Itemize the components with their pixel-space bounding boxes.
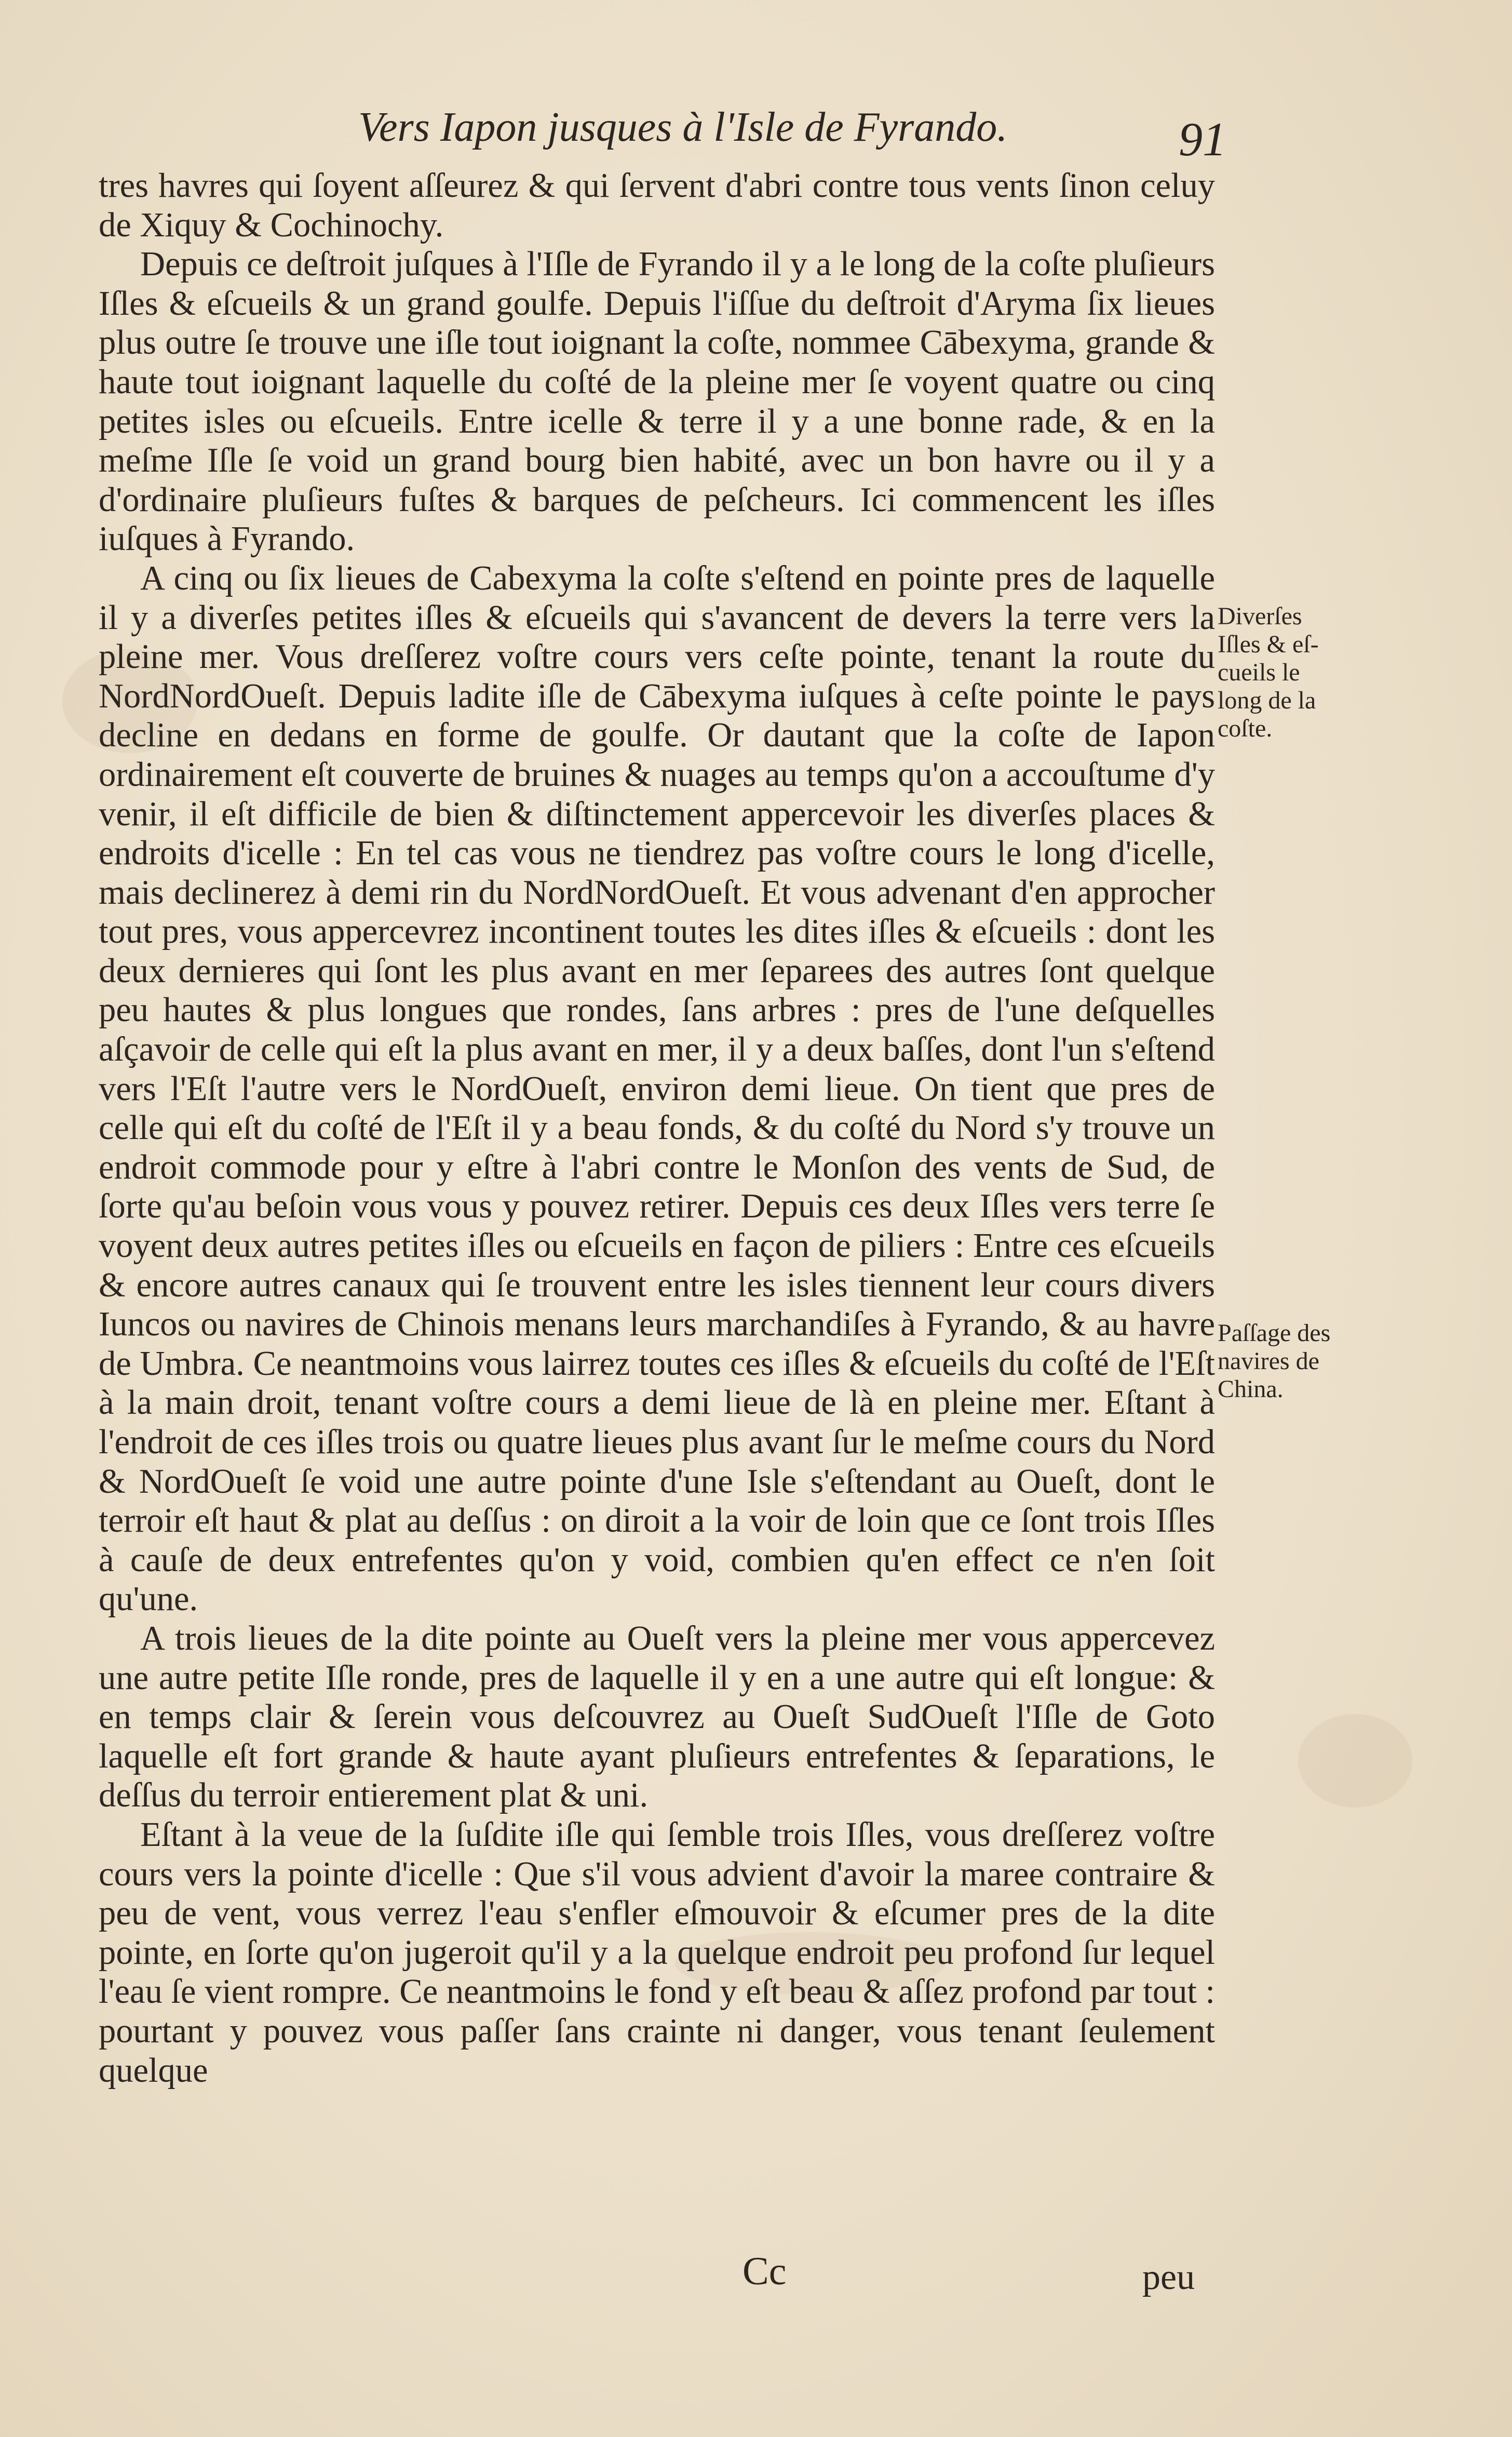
margin-note-line: navires de (1218, 1347, 1319, 1375)
margin-note (1218, 1319, 1358, 1403)
margin-note-line: Iſles & eſ- (1218, 631, 1319, 658)
running-title: Vers Iapon jusques à l'Isle de Fyrando. (358, 104, 1008, 150)
paragraph: Depuis ce deſtroit juſques à l'Iſle de Fyrando il y a le long de la coſte pluſieurs Iſles & eſcueils & un grand goulfe. Depuis l'iſſue du deſtroit d'Aryma ſix lieues plus outre ſe trouve une iſle tout ioignant la coſte, nommee Cābexyma, grande & haute tout ioignant laquelle du coſté de la pleine mer ſe voyent quatre ou cinq petites isles ou eſcueils. Entre icelle & terre il y a une bonne rade, & en la meſme Iſle ſe void un grand bourg bien habité, avec un bon havre ou il y a d'ordinaire pluſieurs fuſtes & barques de peſcheurs. Ici commencent les iſles iuſques à Fyrando. (99, 245, 1215, 558)
main-text (99, 166, 1215, 2090)
paragraph: A trois lieues de la dite pointe au Oueſt vers la pleine mer vous appercevez une autre petite Iſle ronde, pres de laquelle il y en a une autre qui eſt longue: & en temps clair & ſerein vous deſcouvrez au Oueſt SudOueſt l'Iſle de Goto laquelle eſt fort grande & haute ayant pluſieurs entrefentes & ſeparations, le deſſus du terroir entierement plat & uni. (99, 1619, 1215, 1815)
margin-note-line: China. (1218, 1375, 1284, 1403)
margin-note-line: Diverſes (1218, 602, 1302, 630)
page-number: 91 (1179, 113, 1226, 166)
paper-stain (1298, 1714, 1412, 1807)
margin-note (1218, 602, 1358, 743)
paragraph: tres havres qui ſoyent aſſeurez & qui ſervent d'abri contre tous vents ſinon celuy de Xiquy & Cochinochy. (99, 167, 1215, 244)
catchword: peu (1142, 2257, 1195, 2297)
signature-mark: Cc (743, 2249, 787, 2293)
paragraph: A cinq ou ſix lieues de Cabexyma la coſte s'eſtend en pointe pres de laquelle il y a diverſes petites iſles & eſcueils qui s'avancent de devers la terre vers la pleine mer. Vous dreſſerez voſtre cours vers ceſte pointe, tenant la route du NordNordOueſt. Depuis ladite iſle de Cābexyma iuſques à ceſte pointe le pays decline en dedans en forme de goulfe. Or dautant que la coſte de Iapon ordinairement eſt couverte de bruines & nuages au temps qu'on a accouſtume d'y venir, il eſt difficile de bien & diſtinctement appercevoir les diverſes places & endroits d'icelle : En tel cas vous ne tiendrez pas voſtre cours le long d'icelle, mais declinerez à demi rin du NordNordOueſt. Et vous advenant d'en approcher tout pres, vous appercevrez incontinent toutes les dites iſles & eſcueils : dont les deux dernieres qui ſont les plus avant en mer ſeparees des autres ſont quelque peu hautes & plus longues que rondes, ſans arbres : pres de l'une deſquelles aſçavoir de celle qui eſt la plus avant en mer, il y a deux baſſes, dont l'un s'eſtend vers l'Eſt l'autre vers le NordOueſt, environ demi lieue. On tient que pres de celle qui eſt du coſté de l'Eſt il y a beau fonds, & du coſté du Nord s'y trouve un endroit commode pour y eſtre à l'abri contre le Monſon des vents de Sud, de ſorte qu'au beſoin vous vous y pouvez retirer. Depuis ces deux Iſles vers terre ſe voyent deux autres petites iſles ou eſcueils en façon de piliers : Entre ces eſcueils & encore autres canaux qui ſe trouvent entre les isles tiennent leur cours divers Iuncos ou navires de Chinois menans leurs marchandiſes à Fyrando, & au havre de Umbra. Ce neantmoins vous lairrez toutes ces iſles & eſcueils du coſté de l'Eſt à la main droit, tenant voſtre cours a demi lieue de là en pleine mer. Eſtant à l'endroit de ces iſles trois ou quatre lieues plus avant ſur le meſme cours du Nord & NordOueſt ſe void une autre pointe d'une Isle s'eſtendant au Oueſt, dont le terroir eſt haut & plat au deſſus : on diroit a la voir de loin que ce ſont trois Iſles à cauſe de deux entrefentes qu'on y void, combien qu'en effect ce n'en ſoit qu'une. (99, 559, 1215, 1618)
margin-note-line: Paſſage des (1218, 1319, 1331, 1347)
margin-note-line: coſte. (1218, 715, 1273, 742)
paragraph: Eſtant à la veue de la ſuſdite iſle qui ſemble trois Iſles, vous dreſſerez voſtre cours vers la pointe d'icelle : Que s'il vous advient d'avoir la maree contraire & peu de vent, vous verrez l'eau s'enfler eſmouvoir & eſcumer pres de la dite pointe, en ſorte qu'on jugeroit qu'il y a la quelque endroit peu profond ſur lequel l'eau ſe vient rompre. Ce neantmoins le fond y eſt beau & aſſez profond par tout : pourtant y pouvez vous paſſer ſans crainte ni danger, vous tenant ſeulement quelque (99, 1815, 1215, 2090)
margin-note-line: long de la (1218, 687, 1316, 714)
margin-note-line: cueils le (1218, 659, 1300, 686)
